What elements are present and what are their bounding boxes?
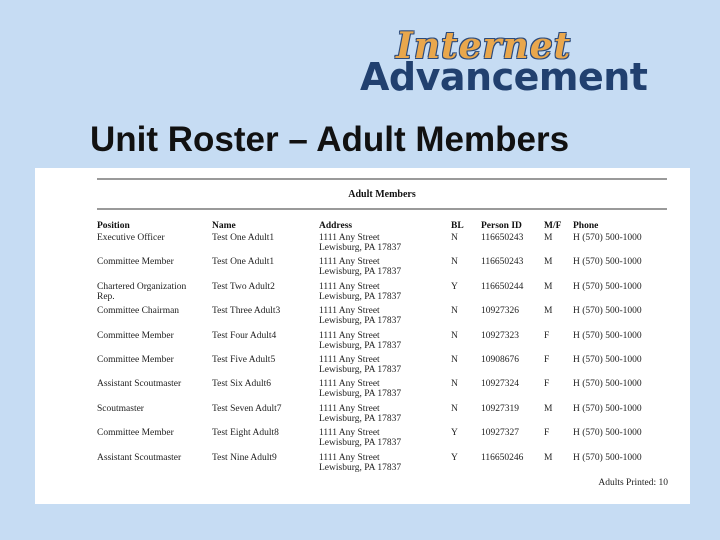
cell-person-id: 10908676 [481, 355, 519, 365]
cell-person-id: 116650243 [481, 233, 524, 243]
cell-person-id: 10927324 [481, 379, 519, 390]
cell-bl: Y [451, 428, 458, 439]
cell-address-line2: Lewisburg, PA 17837 [319, 340, 402, 351]
cell-person-id: 10927323 [481, 330, 519, 341]
cell-name: Test Five Adult5 [212, 355, 276, 365]
cell-phone: H (570) 500-1000 [573, 257, 642, 268]
cell-mf: M [544, 233, 553, 243]
column-header-phone: Phone [573, 221, 599, 231]
top-rule [97, 178, 667, 180]
column-header-bl: BL [451, 221, 464, 231]
slide-title: Unit Roster – Adult Members [90, 120, 570, 159]
cell-person-id: 10927319 [481, 403, 519, 414]
cell-phone: H (570) 500-1000 [573, 330, 642, 341]
column-header-person-id: Person ID [481, 221, 522, 231]
cell-name: Test Seven Adult7 [212, 403, 282, 414]
cell-address: 1111 Any Street [319, 233, 380, 243]
cell-person-id: 116650244 [481, 281, 524, 292]
cell-phone: H (570) 500-1000 [573, 428, 642, 439]
cell-phone: H (570) 500-1000 [573, 281, 642, 292]
cell-address: 1111 Any Street [319, 428, 380, 439]
cell-position: Chartered Organization [97, 281, 187, 292]
cell-phone: H (570) 500-1000 [573, 233, 642, 243]
cell-person-id: 116650246 [481, 452, 524, 463]
cell-name: Test Two Adult2 [212, 281, 275, 292]
cell-phone: H (570) 500-1000 [573, 355, 642, 365]
cell-address-line2: Lewisburg, PA 17837 [319, 462, 402, 473]
cell-address: 1111 Any Street [319, 355, 380, 365]
roster-document [35, 168, 690, 504]
cell-position: Scoutmaster [97, 403, 144, 414]
cell-address-line2: Lewisburg, PA 17837 [319, 316, 402, 327]
cell-position-line2: Rep. [97, 291, 115, 302]
cell-address: 1111 Any Street [319, 379, 380, 390]
cell-address: 1111 Any Street [319, 306, 380, 317]
document-title: Adult Members [348, 189, 416, 200]
cell-phone: H (570) 500-1000 [573, 379, 642, 390]
cell-phone: H (570) 500-1000 [573, 403, 642, 414]
cell-name: Test Four Adult4 [212, 330, 277, 341]
cell-mf: M [544, 281, 553, 292]
column-header-position: Position [97, 221, 130, 231]
cell-mf: F [544, 355, 550, 365]
cell-position: Committee Chairman [97, 306, 180, 317]
cell-bl: N [451, 330, 458, 341]
cell-bl: N [451, 355, 458, 365]
cell-address: 1111 Any Street [319, 452, 380, 463]
cell-name: Test Three Adult3 [212, 306, 281, 317]
cell-address-line2: Lewisburg, PA 17837 [319, 365, 402, 375]
cell-position: Committee Member [97, 330, 174, 341]
cell-address: 1111 Any Street [319, 403, 380, 414]
logo-line-internet: Internet [396, 25, 572, 67]
cell-position: Executive Officer [97, 233, 165, 243]
cell-position: Committee Member [97, 428, 174, 439]
cell-bl: N [451, 379, 458, 390]
cell-address-line2: Lewisburg, PA 17837 [319, 438, 402, 449]
cell-bl: N [451, 306, 458, 317]
cell-name: Test One Adult1 [212, 233, 275, 243]
cell-address-line2: Lewisburg, PA 17837 [319, 291, 402, 302]
cell-person-id: 116650243 [481, 257, 524, 268]
column-header-address: Address [319, 221, 353, 231]
cell-address: 1111 Any Street [319, 257, 380, 268]
cell-mf: M [544, 306, 553, 317]
cell-mf: M [544, 452, 553, 463]
cell-person-id: 10927327 [481, 428, 519, 439]
cell-position: Committee Member [97, 257, 174, 268]
cell-name: Test Eight Adult8 [212, 428, 279, 439]
cell-position: Assistant Scoutmaster [97, 452, 182, 463]
cell-mf: F [544, 428, 550, 439]
cell-name: Test Nine Adult9 [212, 452, 277, 463]
header-rule [97, 208, 667, 210]
cell-phone: H (570) 500-1000 [573, 452, 642, 463]
cell-mf: M [544, 403, 553, 414]
cell-bl: N [451, 257, 458, 268]
cell-bl: N [451, 233, 458, 243]
cell-person-id: 10927326 [481, 306, 519, 317]
cell-address-line2: Lewisburg, PA 17837 [319, 243, 402, 253]
cell-bl: Y [451, 452, 458, 463]
cell-bl: Y [451, 281, 458, 292]
cell-phone: H (570) 500-1000 [573, 306, 642, 317]
cell-name: Test One Adult1 [212, 257, 275, 268]
cell-address-line2: Lewisburg, PA 17837 [319, 267, 402, 278]
cell-name: Test Six Adult6 [212, 379, 271, 390]
cell-address-line2: Lewisburg, PA 17837 [319, 389, 402, 400]
cell-mf: F [544, 330, 550, 341]
cell-position: Assistant Scoutmaster [97, 379, 182, 390]
column-header-name: Name [212, 221, 236, 231]
adults-printed-count: Adults Printed: 10 [598, 478, 668, 488]
cell-bl: N [451, 403, 458, 414]
cell-address: 1111 Any Street [319, 330, 380, 341]
cell-address-line2: Lewisburg, PA 17837 [319, 413, 402, 424]
internet-advancement-logo [360, 26, 682, 98]
cell-mf: M [544, 257, 553, 268]
cell-mf: F [544, 379, 550, 390]
column-header-mf: M/F [544, 221, 562, 231]
cell-position: Committee Member [97, 355, 174, 365]
cell-address: 1111 Any Street [319, 281, 380, 292]
logo-line-advancement: Advancement [360, 55, 648, 99]
